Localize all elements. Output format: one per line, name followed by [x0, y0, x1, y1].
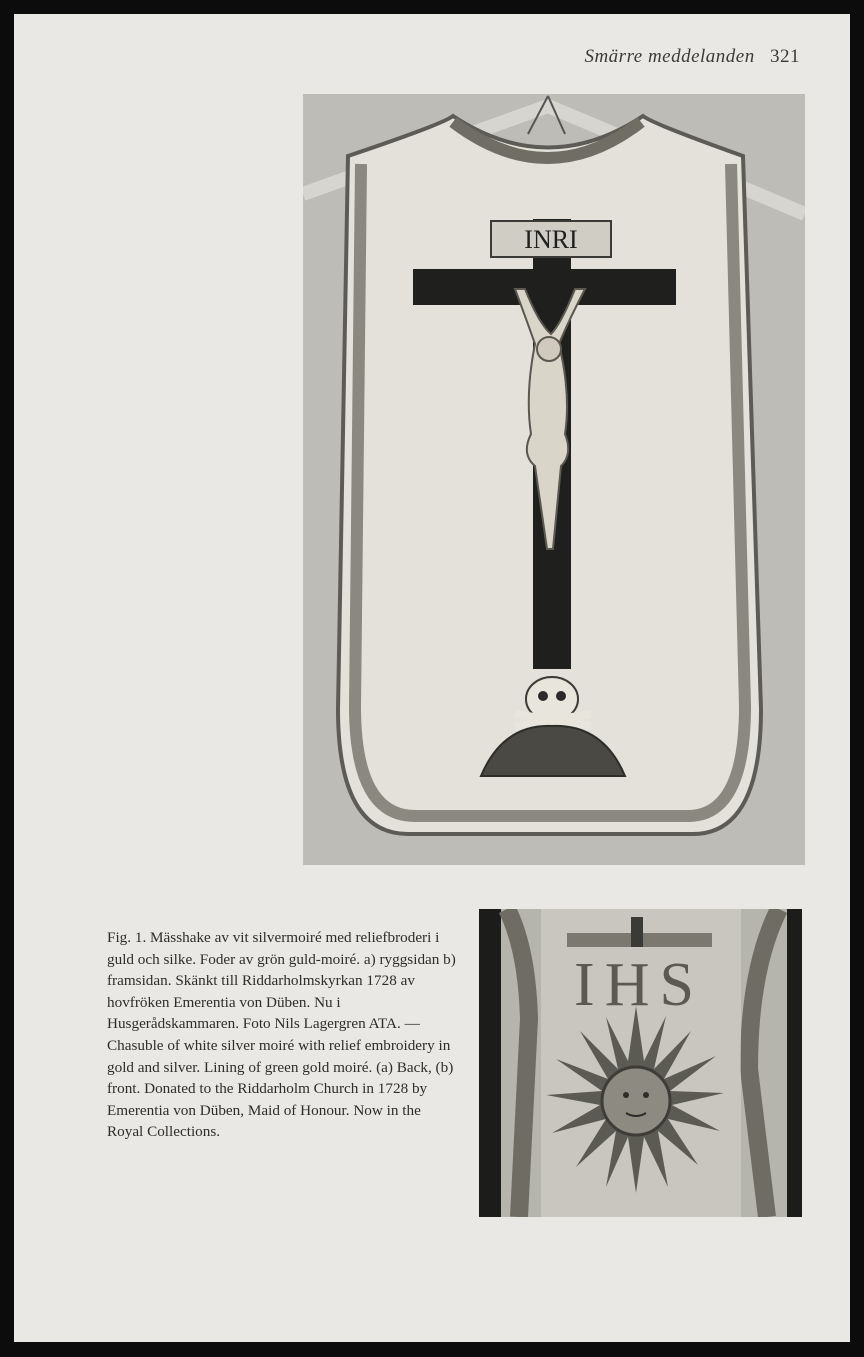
- figure-caption: [107, 927, 457, 1143]
- photo-chasuble-front: [479, 909, 802, 1217]
- page-number: 321: [770, 46, 800, 67]
- page: [14, 14, 850, 1342]
- running-title: Smärre meddelanden: [584, 46, 755, 67]
- caption-english: — Chasuble of white silver moiré with relief embroidery in gold and silver. Lining of green gold moiré. (a) Back, (b) front. Donated to the Riddarholm Church in 1728 by Emerentia von Düben, Maid of Honour. Now in the Royal Collections.: [107, 1015, 454, 1141]
- caption-swedish: Fig. 1. Mässhake av vit silvermoiré med reliefbroderi i guld och silke. Foder av grön guld-moiré. a) ryggsidan b) framsidan. Skänkt till Riddarholmskyrkan 1728 av hovfröken Emerentia von Düben. Nu i Husgerådskammaren. Foto Nils Lagergren ATA.: [107, 929, 456, 1033]
- ihs-monogram: IHS: [574, 951, 704, 1019]
- chasuble-front-illustration: [479, 909, 802, 1217]
- running-head: [584, 46, 800, 68]
- cross-inscription: INRI: [524, 225, 578, 254]
- photo-chasuble-back: [303, 94, 805, 865]
- chasuble-back-illustration: [303, 94, 805, 865]
